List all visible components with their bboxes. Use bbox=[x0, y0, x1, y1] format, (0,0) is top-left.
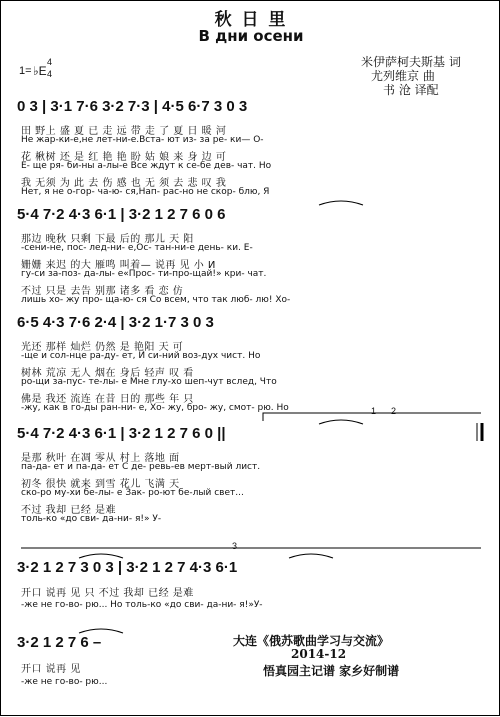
footer-source: 大连《俄苏歌曲学习与交流》 bbox=[233, 634, 390, 648]
staff-3-notes: 6·5 4·3 7·6 2·4 | 3·2 1·7 3 0 3 bbox=[17, 314, 214, 331]
staff-1-lyric-2: Не жар-ки-е,не лет-ни-е.Вста- ют из- за ре- ки— О- bbox=[21, 135, 264, 145]
slur-staff-4 bbox=[319, 420, 363, 424]
staff-2-lyric-2: -сени-не, пос- лед-ни- е,Ос- тан-ни-е день- ки. Е- bbox=[21, 243, 253, 253]
slur-staff-2 bbox=[319, 201, 363, 205]
staff-1-lyric-6: Нет, я не о-гор- ча-ю- ся,Нап- рас-но не скор- блю, Я bbox=[21, 187, 270, 197]
staff-4-notes: 5·4 7·2 4·3 6·1 | 3·2 1 2 7 6 0 || bbox=[17, 425, 226, 442]
staff-4-lyric-1: 是那 秋叶 在凋 零从 村上 落地 面 bbox=[21, 453, 180, 464]
slur-staff-6 bbox=[79, 629, 123, 633]
staff-6-notes: 3·2 1 2 7 6 – bbox=[17, 634, 102, 651]
staff-4-lyric-5: 不过 我却 已经 是难 bbox=[21, 505, 117, 516]
staff-4-lyric-4: ско-ро му-хи бе-лы- е Зак- ро-ют бе-лый свет... bbox=[21, 488, 244, 498]
staff-6-lyric-2: -же не го-во- рю... bbox=[21, 677, 108, 687]
staff-4-lyric-6: толь-ко «до сви- да-ни- я!» У- bbox=[21, 514, 162, 524]
credit-composer: 尤列维京 曲 bbox=[371, 69, 435, 83]
staff-1-lyric-5: 我 无须 为 此 去 伤 感 也 无 须 去 悲 叹 我 bbox=[21, 178, 227, 189]
volta-3-label: 3 bbox=[232, 541, 238, 551]
key-signature: ♭E bbox=[33, 64, 47, 78]
notation-graphics bbox=[1, 1, 500, 717]
footer-credits: 悟真园主记谱 家乡好制谱 bbox=[263, 664, 400, 678]
time-signature-numerator: 4 bbox=[47, 57, 53, 67]
staff-3-lyric-6: -жу, как в го-ды ран-ни- е, Хо- жу, бро- жу, смот- рю. Но bbox=[21, 403, 289, 413]
volta-1-bracket bbox=[263, 413, 386, 421]
staff-3-lyric-2: -ще и сол-нце ра-ду- ет, И си-ний воз-дух чист. Но bbox=[21, 351, 261, 361]
slur-staff-5b bbox=[289, 554, 333, 558]
staff-1-lyric-4: Е- ще ря- би-ны а-лы-е Все ждут к се-бе дев- чат. Но bbox=[21, 161, 272, 171]
staff-2-lyric-1: 那边 晚秋 只剩 下最 后的 那儿 天 阳 bbox=[21, 234, 194, 245]
staff-1-lyric-1: 田 野上 盛 夏 已 走 远 带 走 了 夏 日 暖 河 bbox=[21, 126, 227, 137]
credit-translator: 书 沧 译配 bbox=[383, 83, 439, 97]
credit-lyricist: 米伊萨柯夫斯基 词 bbox=[361, 55, 461, 69]
staff-5-lyric-2: -же не го-во- рю... Но толь-ко «до сви- да-ни- я!»У- bbox=[21, 600, 263, 610]
slur-staff-5a bbox=[79, 554, 123, 558]
key-label: 1= bbox=[19, 65, 32, 77]
staff-3-lyric-1: 光还 那样 灿烂 仍然 是 艳阳 天 可 bbox=[21, 342, 184, 353]
volta-1-label: 1 bbox=[371, 406, 377, 416]
time-signature-denominator: 4 bbox=[47, 69, 53, 79]
staff-3-lyric-4: ро-щи за-пус- те-лы- е Мне глу-хо шеп-чут вслед, Что bbox=[21, 377, 277, 387]
staff-1-lyric-3: 花 楸树 还 是 红 艳 艳 盼 姑 娘 来 身 边 可 bbox=[21, 152, 227, 163]
staff-4-lyric-2: па-да- ет и па-да- ет С де- ревь-ев мерт-вый лист. bbox=[21, 462, 261, 472]
staff-5-lyric-1: 开口 说再 见 只 不过 我却 已经 是难 bbox=[21, 588, 194, 599]
staff-2-lyric-6: лишь хо- жу про- ща-ю- ся Со всем, что так люб- лю! Хо- bbox=[21, 295, 291, 305]
staff-5-notes: 3·2 1 2 7 3 0 3 | 3·2 1 2 7 4·3 6·1 bbox=[17, 559, 238, 576]
staff-2-lyric-4: гу-си за-поз- да-лы- е«Прос- ти-про-щай!» кри- чат. bbox=[21, 269, 267, 279]
staff-4-lyric-3: 初冬 很快 就来 到雪 花儿 飞满 天 bbox=[21, 479, 180, 490]
title-chinese: 秋 日 里 bbox=[214, 10, 288, 30]
footer-date: 2014-12 bbox=[291, 647, 347, 661]
staff-2-notes: 5·4 7·2 4·3 6·1 | 3·2 1 2 7 6 0 6 bbox=[17, 206, 226, 223]
staff-2-lyric-3: 姗姗 来迟 的大 雁鸣 叫着— 说再 见 小 И bbox=[21, 260, 216, 271]
staff-3-lyric-3: 树林 荒凉 无人 烟在 身后 轻声 叹 看 bbox=[21, 368, 194, 379]
staff-1-notes: 0 3 | 3·1 7·6 3·2 7·3 | 4·5 6·7 3 0 3 bbox=[17, 98, 248, 115]
title-russian: В дни осени bbox=[198, 27, 304, 45]
volta-2-label: 2 bbox=[391, 406, 397, 416]
staff-2-lyric-5: 不过 只是 去告 别那 诸多 看 恋 仿 bbox=[21, 286, 184, 297]
staff-3-lyric-5: 佛是 我还 流连 在昔 日的 那些 年 只 bbox=[21, 394, 194, 405]
staff-6-lyric-1: 开口 说再 见 bbox=[21, 664, 81, 675]
